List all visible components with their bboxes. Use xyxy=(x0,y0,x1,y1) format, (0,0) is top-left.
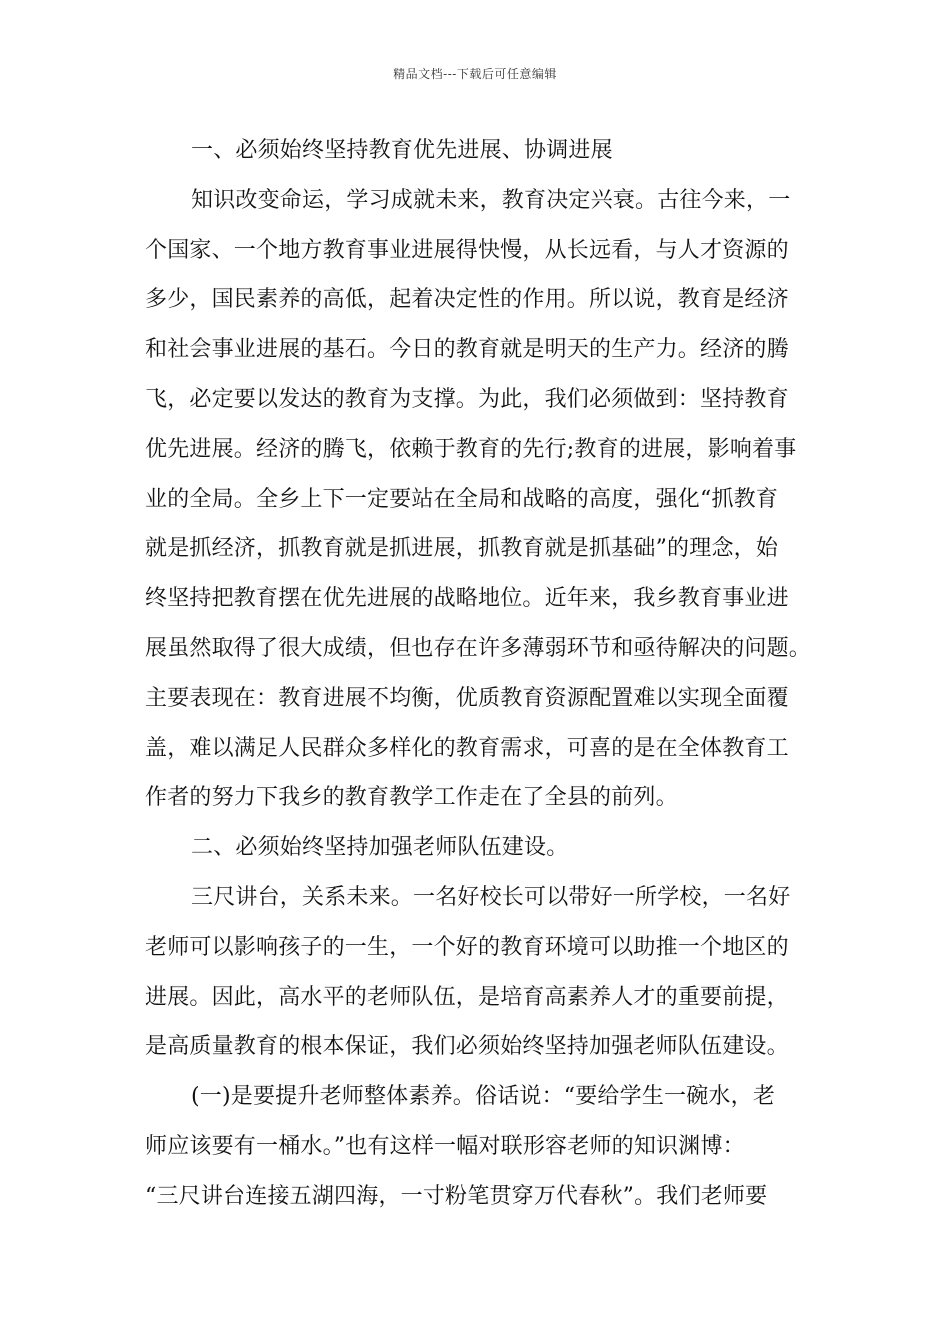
paragraph-line: 展虽然取得了很大成绩，但也存在许多薄弱环节和亟待解决的问题。 xyxy=(145,635,812,661)
paragraph-line: 多少，国民素养的高低，起着决定性的作用。所以说，教育是经济 xyxy=(145,287,789,313)
paragraph-line: (一)是要提升老师整体素养。俗话说：“要给学生一碗水，老 xyxy=(191,1084,776,1110)
paragraph-line: 进展。因此，高水平的老师队伍，是培育高素养人才的重要前提， xyxy=(145,984,789,1010)
paragraph-line: “三尺讲台连接五湖四海，一寸粉笔贯穿万代春秋”。我们老师要 xyxy=(145,1183,768,1209)
paragraph-line: 就是抓经济，抓教育就是抓进展，抓教育就是抓基础”的理念，始 xyxy=(145,536,779,562)
paragraph-line: 个国家、一个地方教育事业进展得快慢，从长远看，与人才资源的 xyxy=(145,237,789,263)
paragraph-line: 老师可以影响孩子的一生，一个好的教育环境可以助推一个地区的 xyxy=(145,934,789,960)
paragraph-line: 师应该要有一桶水。”也有这样一幅对联形容老师的知识渊博： xyxy=(145,1133,745,1159)
paragraph-line: 和社会事业进展的基石。今日的教育就是明天的生产力。经济的腾 xyxy=(145,337,789,363)
paragraph-line: 飞，必定要以发达的教育为支撑。为此，我们必须做到：坚持教育 xyxy=(145,386,789,412)
paragraph-line: 终坚持把教育摆在优先进展的战略地位。近年来，我乡教育事业进 xyxy=(145,586,789,612)
paragraph-line: 知识改变命运，学习成就未来，教育决定兴衰。古往今来，一 xyxy=(191,187,791,213)
section-heading-2: 二、必须始终坚持加强老师队伍建设。 xyxy=(191,835,569,861)
paragraph-line: 作者的努力下我乡的教育教学工作走在了全县的前列。 xyxy=(145,785,678,811)
section-heading-1: 一、必须始终坚持教育优先进展、协调进展 xyxy=(191,138,613,163)
paragraph-line: 盖，难以满足人民群众多样化的教育需求，可喜的是在全体教育工 xyxy=(145,735,789,761)
paragraph-line: 业的全局。全乡上下一定要站在全局和战略的高度，强化“抓教育 xyxy=(145,486,779,512)
paragraph-line: 主要表现在：教育进展不均衡，优质教育资源配置难以实现全面覆 xyxy=(145,685,789,711)
paragraph-line: 优先进展。经济的腾飞，依赖于教育的先行;教育的进展，影响着事 xyxy=(145,436,797,462)
page-header: 精品文档---下载后可任意编辑 xyxy=(393,67,557,81)
document-body xyxy=(145,126,825,1222)
paragraph-line: 是高质量教育的根本保证，我们必须始终坚持加强老师队伍建设。 xyxy=(145,1034,789,1060)
paragraph-line: 三尺讲台，关系未来。一名好校长可以带好一所学校，一名好 xyxy=(191,884,791,910)
